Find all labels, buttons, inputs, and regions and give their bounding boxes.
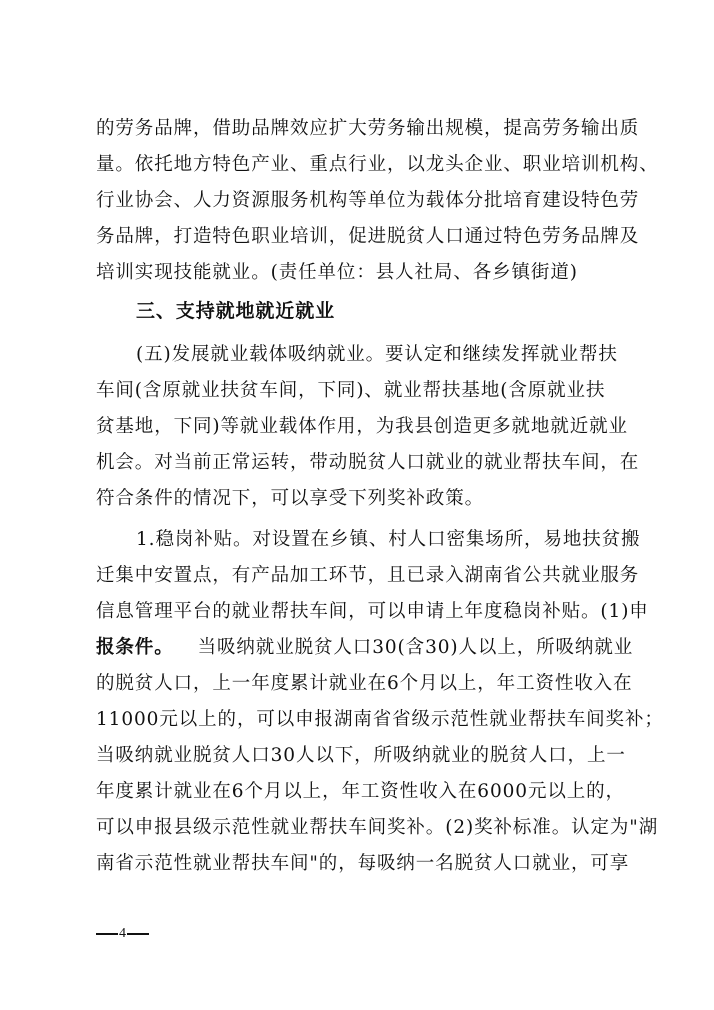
footer-dash-right	[127, 933, 149, 935]
body-text-line: 信息管理平台的就业帮扶车间，可以申请上年度稳岗补贴。(1)申	[96, 601, 649, 622]
page-footer	[96, 924, 149, 944]
body-text-line: 机会。对当前正常运转，带动脱贫人口就业的就业帮扶车间，在	[96, 452, 640, 473]
body-text-line: 当吸纳就业脱贫人口30人以下，所吸纳就业的脱贫人口，上一	[96, 745, 626, 766]
body-text-run: 当吸纳就业脱贫人口30(含30)人以上，所吸纳就业	[197, 637, 634, 658]
body-text-line: 符合条件的情况下，可以享受下列奖补政策。	[96, 488, 485, 509]
body-text-line: 迁集中安置点，有产品加工环节，且已录入湖南省公共就业服务	[96, 565, 640, 586]
body-text-line: 务品牌，打造特色职业培训，促进脱贫人口通过特色劳务品牌及	[96, 226, 640, 247]
body-text-line: 的劳务品牌，借助品牌效应扩大劳务输出规模，提高劳务输出质	[96, 118, 640, 139]
body-text-line-mixed	[96, 635, 633, 661]
bold-run: 报条件。	[96, 637, 174, 658]
body-text-line: 行业协会、人力资源服务机构等单位为载体分批培育建设特色劳	[96, 190, 640, 211]
body-text-line: 南省示范性就业帮扶车间"的，每吸纳一名脱贫人口就业，可享	[96, 853, 630, 874]
page-number: 4	[119, 926, 126, 941]
body-text-line: 贫基地，下同)等就业载体作用，为我县创造更多就地就近就业	[96, 416, 628, 437]
section-heading: 三、支持就地就近就业	[136, 300, 336, 322]
body-text-line: 年度累计就业在6个月以上，年工资性收入在6000元以上的，	[96, 781, 625, 802]
body-text-line: 的脱贫人口，上一年度累计就业在6个月以上，年工资性收入在	[96, 673, 633, 694]
body-text-line: 可以申报县级示范性就业帮扶车间奖补。(2)奖补标准。认定为"湖	[96, 817, 659, 838]
body-text-line: (五)发展就业载体吸纳就业。要认定和继续发挥就业帮扶	[136, 344, 618, 365]
body-text-line: 1.稳岗补贴。对设置在乡镇、村人口密集场所，易地扶贫搬	[136, 529, 641, 550]
body-text-line: 量。依托地方特色产业、重点行业，以龙头企业、职业培训机构、	[96, 154, 659, 175]
body-text-line: 培训实现技能就业。(责任单位：县人社局、各乡镇街道)	[96, 262, 578, 283]
footer-dash-left	[96, 933, 118, 935]
body-text-line: 车间(含原就业扶贫车间，下同)、就业帮扶基地(含原就业扶	[96, 380, 606, 401]
body-text-line: 11000元以上的，可以申报湖南省省级示范性就业帮扶车间奖补；	[96, 709, 664, 730]
